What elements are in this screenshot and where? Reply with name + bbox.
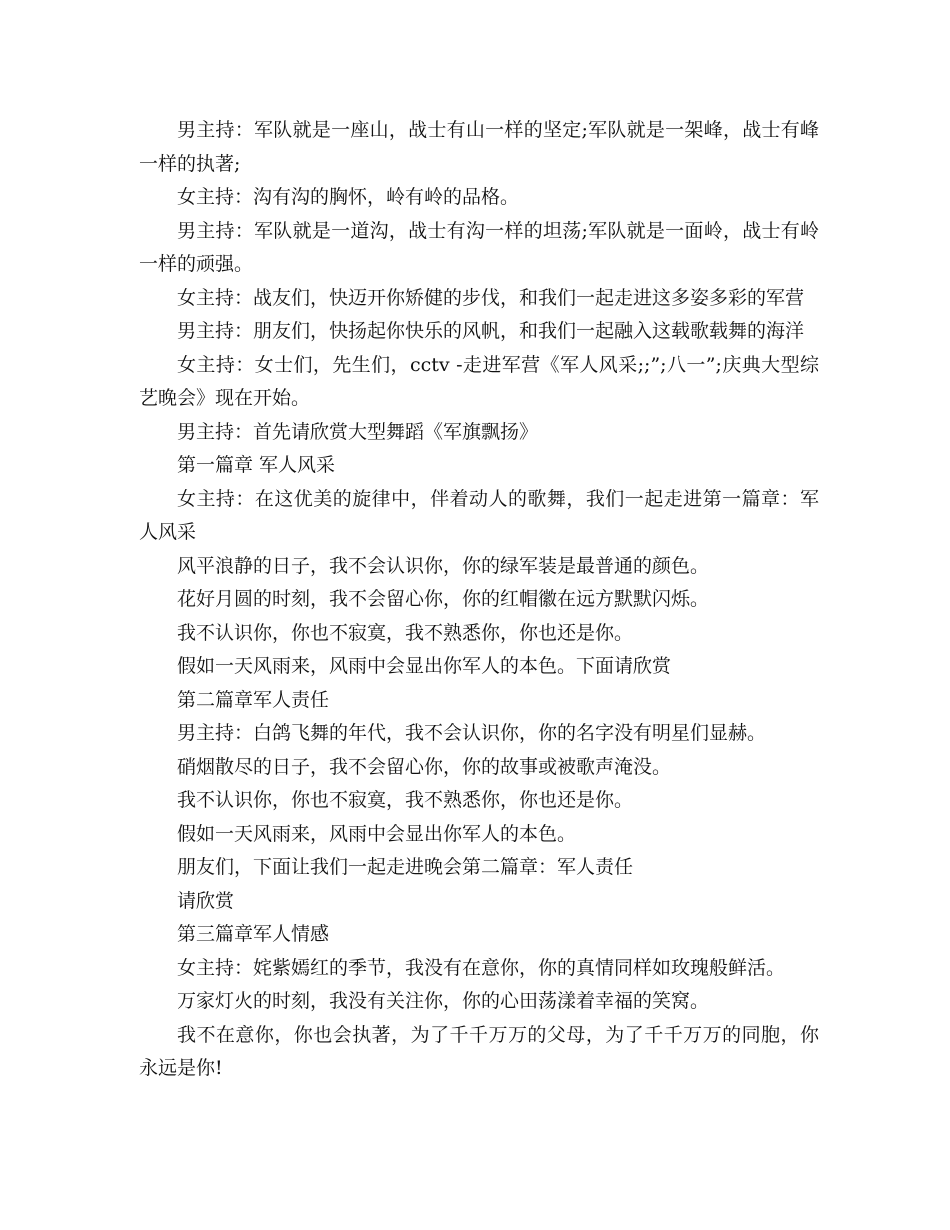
paragraph-20: 请欣赏	[177, 889, 235, 912]
paragraph-3: 男主持：军队就是一道沟，战士有沟一样的坦荡;军队就是一面岭，战士有岭一样的顽强。	[139, 219, 819, 275]
paragraph-5: 男主持：朋友们，快扬起你快乐的风帆，和我们一起融入这载歌载舞的海洋	[177, 320, 805, 342]
document-body	[139, 114, 819, 1086]
section-heading-1: 第一篇章 军人风采	[177, 454, 336, 476]
paragraph-15: 男主持：白鸽飞舞的年代，我不会认识你，你的名字没有明星们显赫。	[177, 722, 767, 744]
paragraph-18: 假如一天风雨来，风雨中会显出你军人的本色。	[177, 822, 577, 845]
paragraph-24: 我不在意你，你也会执著，为了千千万万的父母，为了千千万万的同胞，你永远是你!	[139, 1023, 819, 1079]
paragraph-22: 女主持：姹紫嫣红的季节，我没有在意你，你的真情同样如玫瑰般鲜活。	[177, 956, 786, 979]
paragraph-17: 我不认识你，你也不寂寞，我不熟悉你，你也还是你。	[177, 789, 634, 811]
paragraph-12: 我不认识你，你也不寂寞，我不熟悉你，你也还是你。	[177, 621, 634, 644]
paragraph-16: 硝烟散尽的日子，我不会留心你，你的故事或被歌声淹没。	[177, 755, 672, 778]
paragraph-1: 男主持：军队就是一座山，战士有山一样的坚定;军队就是一架峰，战士有峰一样的执著;	[139, 119, 819, 175]
paragraph-9: 女主持：在这优美的旋律中，伴着动人的歌舞，我们一起走进第一篇章：军人风采	[139, 487, 819, 543]
paragraph-11: 花好月圆的时刻，我不会留心你，你的红帽徽在远方默默闪烁。	[177, 588, 710, 610]
paragraph-23: 万家灯火的时刻，我没有关注你，你的心田荡漾着幸福的笑窝。	[177, 990, 710, 1012]
paragraph-6: 女主持：女士们，先生们，cctv -走进军营《军人风采;;”;八一”;庆典大型综艺晚会》现在开始。	[139, 353, 819, 409]
section-heading-2: 第二篇章军人责任	[177, 688, 330, 711]
paragraph-4: 女主持：战友们，快迈开你矫健的步伐，和我们一起走进这多姿多彩的军营	[177, 286, 805, 309]
paragraph-13: 假如一天风雨来，风雨中会显出你军人的本色。下面请欣赏	[177, 655, 672, 677]
paragraph-19: 朋友们，下面让我们一起走进晚会第二篇章：军人责任	[177, 856, 634, 878]
section-heading-3: 第三篇章军人情感	[177, 923, 330, 945]
paragraph-10: 风平浪静的日子，我不会认识你，你的绿军装是最普通的颜色。	[177, 554, 710, 577]
paragraph-7: 男主持：首先请欣赏大型舞蹈《军旗飘扬》	[177, 420, 539, 443]
paragraph-2: 女主持：沟有沟的胸怀，岭有岭的品格。	[177, 186, 520, 208]
